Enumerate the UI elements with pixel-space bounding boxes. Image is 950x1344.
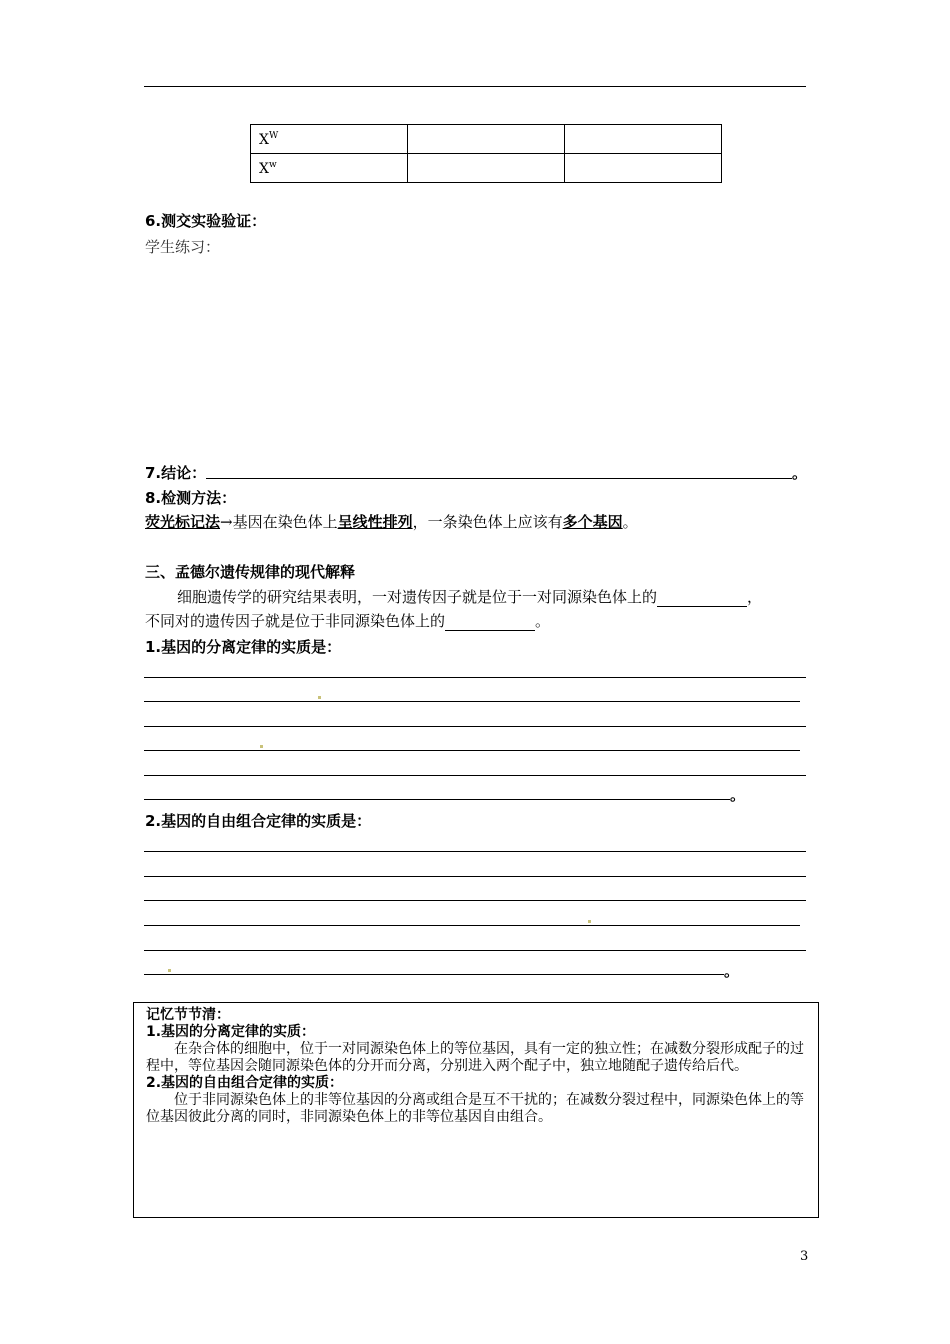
answer-line	[144, 799, 730, 800]
paragraph-a-text: 细胞遗传学的研究结果表明，一对遗传因子就是位于一对同源染色体上的	[177, 588, 658, 606]
paragraph-a-end: ，	[747, 588, 763, 606]
table-cell	[565, 154, 722, 183]
paragraph-b-end: 。	[535, 612, 551, 630]
speck	[260, 745, 263, 748]
speck	[168, 969, 171, 972]
memory-heading-1: 1.基因的分离定律的实质：	[146, 1024, 316, 1040]
answer-line	[144, 750, 800, 751]
part-3-paragraph-b	[145, 610, 550, 631]
method-text-3: 。	[622, 513, 638, 531]
table-cell: $X^W$	[251, 125, 408, 154]
section-7-end: 。	[792, 464, 808, 482]
speck	[318, 696, 321, 699]
section-6-title: 6.测交实验验证：	[145, 212, 267, 230]
answer-line	[144, 677, 806, 678]
answer-line	[144, 925, 800, 926]
table-row	[251, 154, 722, 183]
answer-line	[144, 726, 806, 727]
answer-line	[144, 876, 806, 877]
method-text-1: 基因在染色体上	[232, 513, 338, 531]
memory-heading-2: 2.基因的自由组合定律的实质：	[146, 1075, 344, 1091]
question-1-end: 。	[730, 786, 746, 804]
table-cell	[565, 125, 722, 154]
top-answer-line	[144, 86, 806, 87]
answer-line	[144, 851, 806, 852]
memory-paragraph-2: 位于非同源染色体上的非等位基因的分离或组合是互不干扰的；在减数分裂过程中，同源染色体上的等位基因彼此分离的同时，非同源染色体上的非等位基因自由组合。	[146, 1092, 804, 1125]
answer-line	[144, 950, 806, 951]
part-3-heading: 三、孟德尔遗传规律的现代解释	[145, 563, 356, 581]
part-3-paragraph-a	[177, 586, 762, 607]
table-cell	[408, 125, 565, 154]
method-text-2: ，一条染色体上应该有	[412, 513, 563, 531]
section-7-title: 7.结论：	[145, 464, 207, 482]
paragraph-b-text: 不同对的遗传因子就是位于非同源染色体上的	[145, 612, 446, 630]
answer-line	[144, 900, 806, 901]
answer-line	[144, 974, 724, 975]
allele-blank	[657, 588, 747, 607]
section-8-title: 8.检测方法：	[145, 489, 237, 507]
table-row	[251, 125, 722, 154]
gamete-table	[250, 124, 722, 183]
question-1-title: 1.基因的分离定律的实质是：	[145, 638, 342, 656]
memory-box-title: 记忆节节清：	[146, 1007, 230, 1023]
table-cell: $X^w$	[251, 154, 408, 183]
key-many-genes: 多个基因	[562, 513, 623, 531]
detection-method-line	[145, 511, 638, 532]
answer-line	[144, 701, 800, 702]
speck	[588, 920, 591, 923]
page-number: 3	[800, 1249, 809, 1264]
fluorescent-label-method: 荧光标记法	[145, 513, 221, 531]
key-linear: 呈线性排列	[337, 513, 413, 531]
question-2-title: 2.基因的自由组合定律的实质是：	[145, 812, 372, 830]
table-cell	[408, 154, 565, 183]
arrow: →	[220, 513, 233, 531]
conclusion-blank	[206, 478, 792, 479]
nonallele-blank	[445, 612, 535, 631]
memory-paragraph-1: 在杂合体的细胞中，位于一对同源染色体上的等位基因，具有一定的独立性；在减数分裂形成配子的过程中，等位基因会随同源染色体的分开而分离，分别进入两个配子中，独立地随配子遗传给后代。	[146, 1041, 804, 1074]
answer-line	[144, 775, 806, 776]
question-2-end: 。	[724, 962, 740, 980]
section-6-note: 学生练习：	[145, 238, 221, 256]
memory-box	[133, 1002, 819, 1218]
